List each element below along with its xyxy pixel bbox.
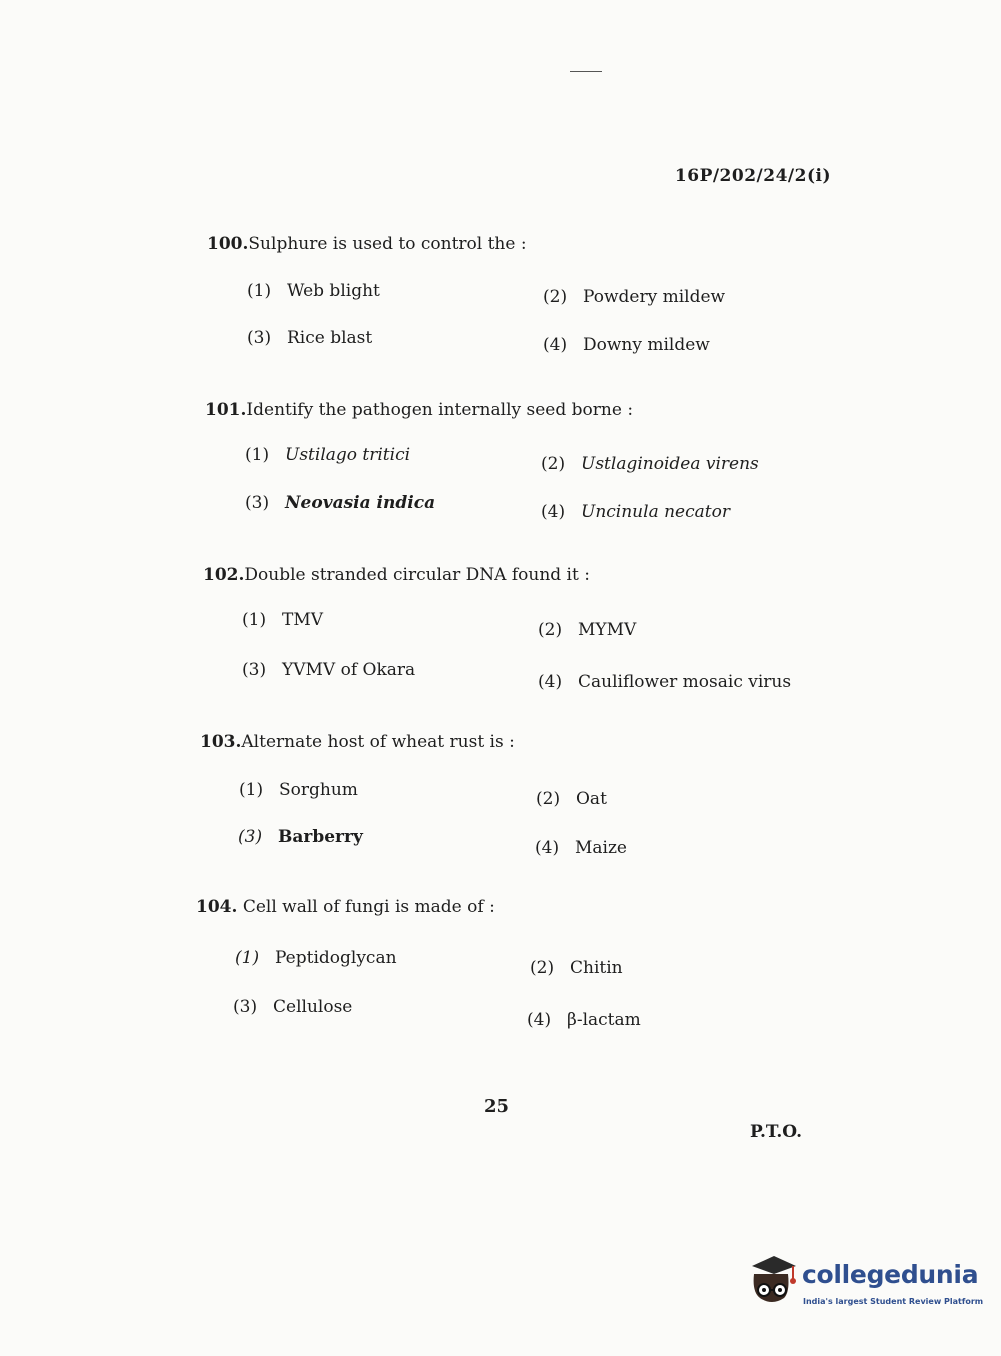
question-number: 102. bbox=[203, 565, 245, 585]
question-number: 103. bbox=[200, 732, 242, 752]
top-rule bbox=[570, 71, 602, 72]
option-102-1: (1) TMV bbox=[242, 610, 324, 630]
option-102-3: (3) YVMV of Okara bbox=[242, 660, 416, 680]
question-101 bbox=[205, 400, 633, 420]
collegedunia-logo-text: collegedunia bbox=[802, 1260, 979, 1289]
option-101-3: (3) Neovasia indica bbox=[245, 493, 436, 513]
question-text: Alternate host of wheat rust is : bbox=[241, 732, 515, 752]
option-104-2: (2) Chitin bbox=[530, 958, 623, 978]
option-104-3: (3) Cellulose bbox=[233, 997, 353, 1017]
question-104 bbox=[196, 897, 495, 917]
option-104-1: (1) Peptidoglycan bbox=[235, 948, 397, 968]
option-100-4: (4) Downy mildew bbox=[543, 335, 710, 355]
question-text: Cell wall of fungi is made of : bbox=[242, 897, 495, 917]
page-number: 25 bbox=[484, 1096, 510, 1117]
question-number: 104. bbox=[196, 897, 238, 917]
paper-code: 16P/202/24/2(i) bbox=[674, 166, 831, 186]
option-101-1: (1) Ustilago tritici bbox=[245, 445, 411, 465]
option-101-4: (4) Uncinula necator bbox=[541, 502, 730, 522]
option-104-4: (4) β-lactam bbox=[527, 1010, 641, 1030]
collegedunia-tagline: India's largest Student Review Platform bbox=[803, 1297, 984, 1306]
option-102-4: (4) Cauliflower mosaic virus bbox=[538, 672, 792, 692]
pto-label: P.T.O. bbox=[750, 1122, 802, 1142]
option-101-2: (2) Ustlaginoidea virens bbox=[541, 454, 759, 474]
option-103-1: (1) Sorghum bbox=[239, 780, 358, 800]
question-number: 101. bbox=[205, 400, 247, 420]
question-102 bbox=[203, 565, 590, 585]
option-100-1: (1) Web blight bbox=[247, 281, 380, 301]
option-100-3: (3) Rice blast bbox=[247, 328, 373, 348]
question-number: 100. bbox=[207, 234, 249, 254]
option-100-2: (2) Powdery mildew bbox=[543, 287, 726, 307]
collegedunia-mascot-icon bbox=[744, 1252, 800, 1312]
option-103-2: (2) Oat bbox=[536, 789, 607, 809]
option-103-4: (4) Maize bbox=[535, 838, 627, 858]
option-103-3: (3) Barberry bbox=[238, 827, 363, 847]
question-100 bbox=[207, 234, 527, 254]
question-text: Double stranded circular DNA found it : bbox=[244, 565, 590, 585]
question-103 bbox=[200, 732, 515, 752]
option-102-2: (2) MYMV bbox=[538, 620, 637, 640]
question-text: Identify the pathogen internally seed borne : bbox=[246, 400, 634, 420]
question-text: Sulphure is used to control the : bbox=[248, 234, 527, 254]
